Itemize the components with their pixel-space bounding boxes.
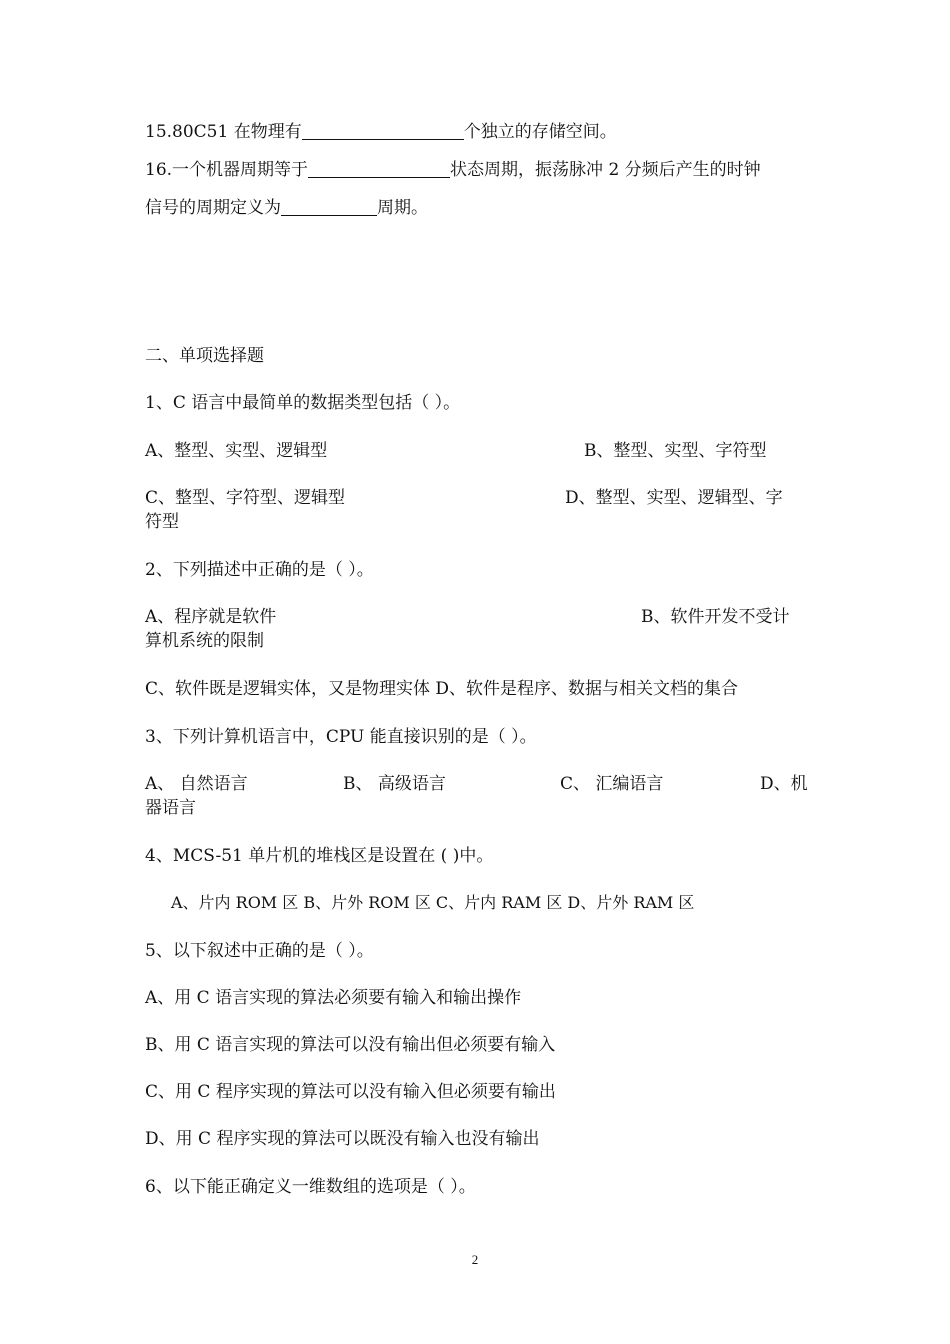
section-title: 二、单项选择题 [145,346,264,366]
question-6: 6、以下能正确定义一维数组的选项是（ ）。 [145,1177,476,1197]
q5-option-a: A、用 C 语言实现的算法必须要有输入和输出操作 [145,988,522,1008]
q16-line2-text-before: 信号的周期定义为 [145,198,281,218]
question-16-line-2 [145,197,428,219]
q1-option-c: C、整型、字符型、逻辑型 [145,488,346,508]
question-1: 1、C 语言中最简单的数据类型包括（ ）。 [145,393,461,413]
q5-option-d: D、用 C 程序实现的算法可以既没有输入也没有输出 [145,1129,540,1149]
question-2: 2、下列描述中正确的是（ ）。 [145,560,374,580]
question-15 [145,121,617,143]
question-4: 4、MCS-51 单片机的堆栈区是设置在 ( )中。 [145,846,494,866]
q1-option-a: A、整型、实型、逻辑型 [145,441,328,461]
q16-text-before: 16.一个机器周期等于 [145,160,309,180]
question-5: 5、以下叙述中正确的是（ ）。 [145,941,374,961]
q16-line2-text-after: 周期。 [377,198,428,218]
q2-options-c-d: C、软件既是逻辑实体，又是物理实体 D、软件是程序、数据与相关文档的集合 [145,679,739,699]
q1-option-b: B、整型、实型、字符型 [584,441,767,461]
q5-option-c: C、用 C 程序实现的算法可以没有输入但必须要有输出 [145,1082,556,1102]
q15-text-before: 15.80C51 在物理有 [145,122,302,142]
question-3: 3、下列计算机语言中，CPU 能直接识别的是（ ）。 [145,727,537,747]
q3-option-a: A、 自然语言 [145,774,248,794]
q3-option-d-continued: 器语言 [145,798,196,818]
question-16 [145,159,761,181]
page-number: 2 [471,1252,479,1267]
q3-option-c: C、 汇编语言 [560,774,664,794]
q4-options: A、片内 ROM 区 B、片外 ROM 区 C、片内 RAM 区 D、片外 RAM 区 [171,893,695,912]
q16-answer-blank-2 [281,197,377,216]
q2-option-a: A、程序就是软件 [145,607,277,627]
q1-option-d: D、整型、实型、逻辑型、字 [565,488,783,508]
q15-answer-blank [302,121,464,140]
q16-text-middle: 状态周期，振荡脉冲 2 分频后产生的时钟 [450,160,761,180]
q2-option-b-continued: 算机系统的限制 [145,631,264,651]
q16-answer-blank-1 [308,159,450,178]
q3-option-d: D、机 [760,774,808,794]
q2-option-b: B、软件开发不受计 [641,607,790,627]
q15-text-after: 个独立的存储空间。 [463,122,617,142]
q3-option-b: B、 高级语言 [343,774,446,794]
q5-option-b: B、用 C 语言实现的算法可以没有输出但必须要有输入 [145,1035,556,1055]
q1-option-d-continued: 符型 [145,512,179,532]
